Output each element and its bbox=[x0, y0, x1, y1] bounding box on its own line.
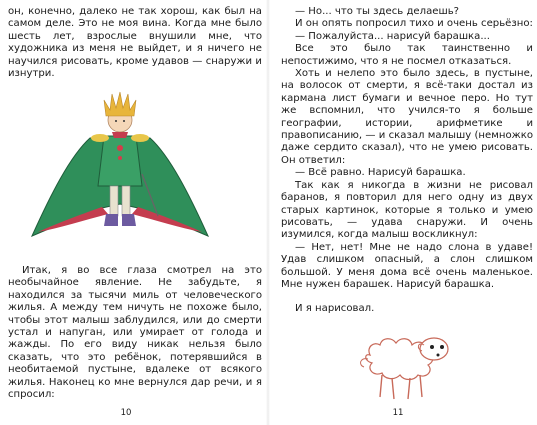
right-paragraph-2: И он опять попросил тихо и очень серьёзно: bbox=[295, 18, 533, 30]
right-paragraph-5: Хоть и нелепо это было здесь, в пустыне, на волосок от смерти, я всё-таки достал из кармана лист бумаги и вечное перо. Но тут же вспомнил, что учился-то я больше географии, истории, арифметике и правописанию, — и сказал малышу (немножко даже сердито сказал), что не умею рисовать. Он ответил: bbox=[281, 68, 533, 166]
left-page bbox=[0, 0, 268, 425]
page-number-right: 11 bbox=[392, 408, 404, 418]
hair bbox=[104, 92, 136, 116]
right-page bbox=[269, 0, 537, 425]
right-page-text-bottom bbox=[281, 303, 533, 315]
right-paragraph-6: — Всё равно. Нарисуй барашка. bbox=[295, 167, 466, 179]
right-paragraph-7: Так как я никогда в жизни не рисовал баранов, я повторил для него одну из двух старых картинок, которые я только и умею рисовать, — удава снаружи. И очень изумился, когда малыш воскликнул: bbox=[281, 179, 533, 241]
right-page-text-top bbox=[281, 6, 533, 291]
right-paragraph-4: Все это было так таинственно и непостижимо, что я не посмел отказаться. bbox=[281, 43, 533, 67]
right-paragraph-9: И я нарисовал. bbox=[295, 303, 375, 314]
coat-body bbox=[98, 136, 142, 186]
left-page-text-top bbox=[8, 6, 262, 80]
left-page-text-bottom bbox=[8, 265, 262, 401]
right-paragraph-3: — Пожалуйста... нарисуй барашка... bbox=[295, 30, 490, 42]
page-number-left: 10 bbox=[120, 408, 132, 418]
left-paragraph-2: Итак, я во все глаза смотрел на это необычайное явление. Не забудьте, я находился за тысячи миль от человеческого жилья. А между тем ничуть не похоже было, чтобы этот малыш заблудился, или до смерти устал и напуган, или умирает от голода и жажды. По его виду никак нельзя было сказать, что это ребёнок, потерявшийся в необитаемой пустыне, вдалеке от всякого жилья. Наконец ко мне вернулся дар речи, и я спросил: bbox=[8, 265, 262, 401]
right-paragraph-1: — Но... что ты здесь делаешь? bbox=[295, 6, 460, 17]
little-prince-illustration bbox=[30, 86, 210, 258]
sheep-drawing bbox=[352, 325, 464, 405]
left-paragraph-1: он, конечно, далеко не так хорош, как был на самом деле. Это не моя вина. Когда мне было шесть лет, взрослые внушили мне, что художника из меня не выйдет, и я ничего не научился рисовать, кроме удавов — снаружи и изнутри. bbox=[8, 6, 262, 80]
right-paragraph-8: — Нет, нет! Мне не надо слона в удаве! Удав слишком опасный, а слон слишком большой. У меня дома всё очень маленькое. Мне нужен барашек. Нарисуй барашка. bbox=[281, 241, 533, 290]
